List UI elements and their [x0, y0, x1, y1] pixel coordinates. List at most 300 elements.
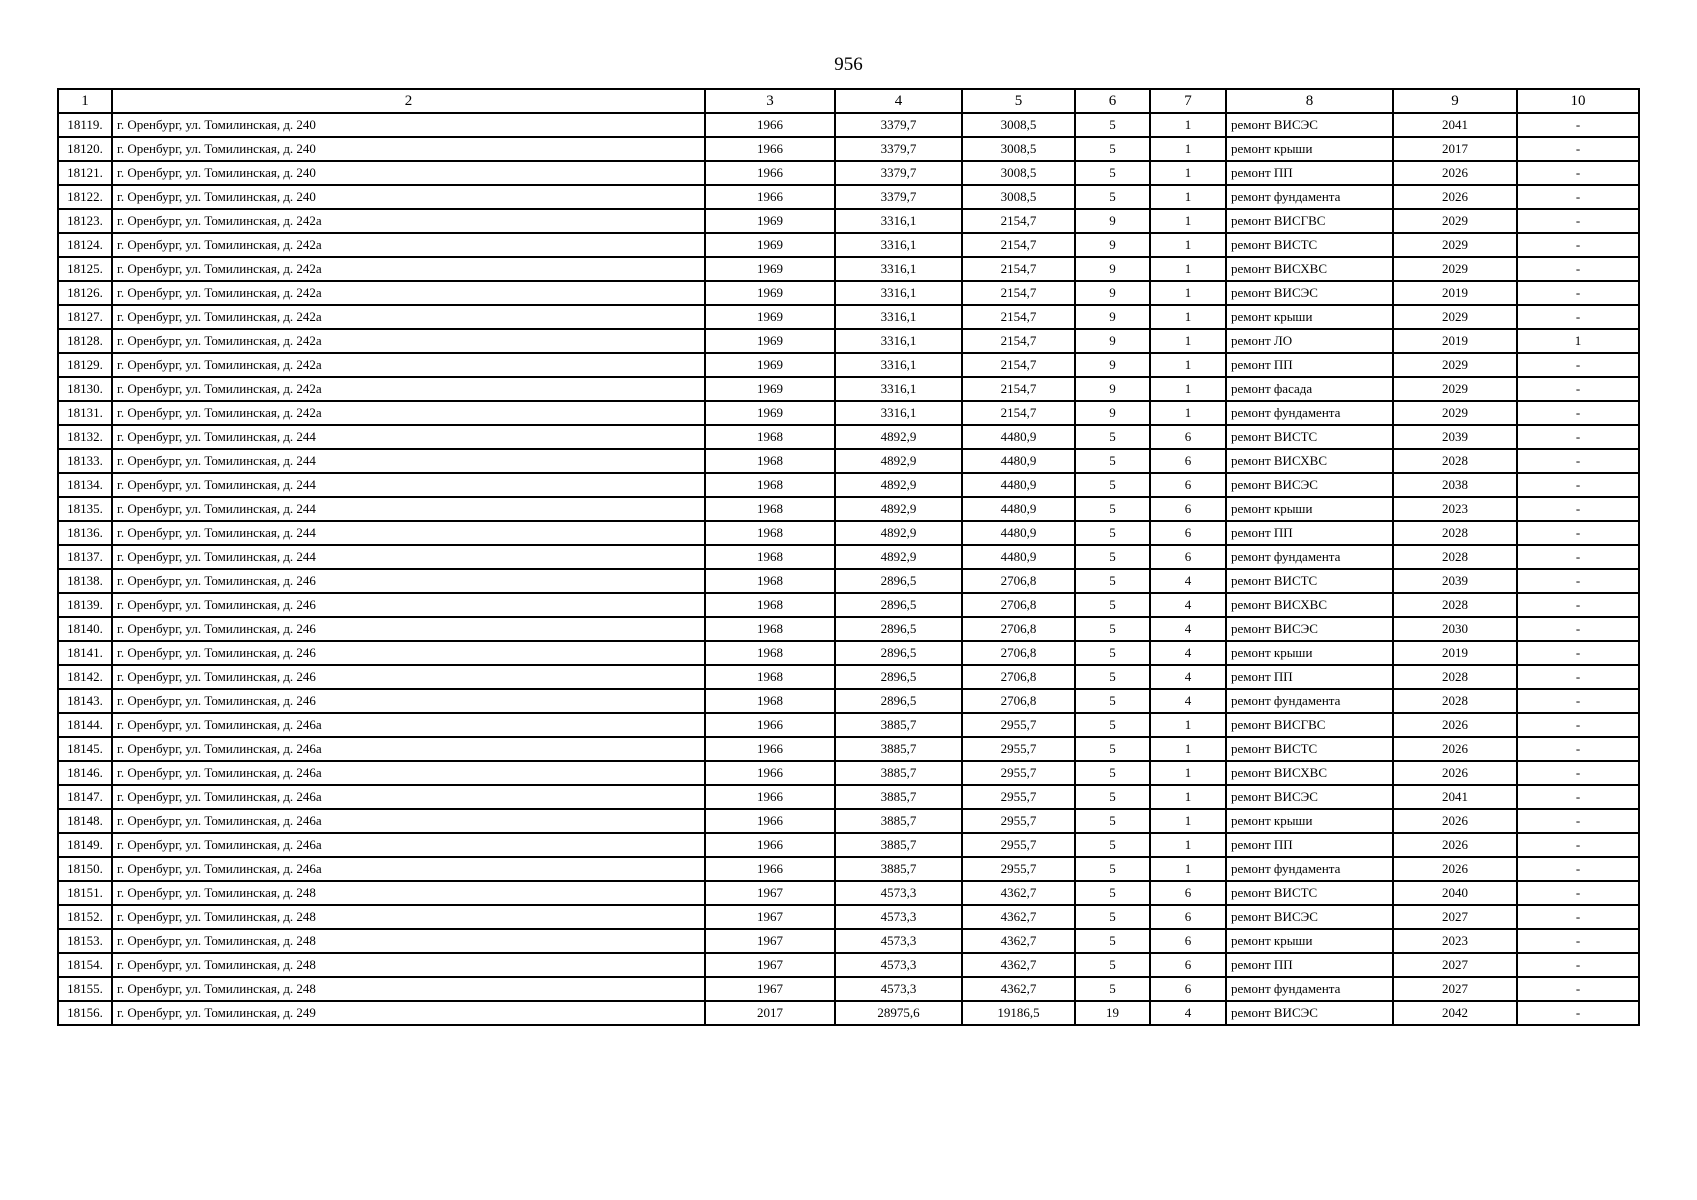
cell-planned-year: 2028 [1393, 665, 1517, 689]
cell-planned-year: 2026 [1393, 857, 1517, 881]
cell-extra-mark: - [1517, 977, 1639, 1001]
cell-planned-year: 2041 [1393, 785, 1517, 809]
cell-row-number: 18137. [58, 545, 112, 569]
cell-entrances: 6 [1150, 905, 1226, 929]
cell-extra-mark: - [1517, 785, 1639, 809]
table-row [58, 329, 1639, 353]
cell-address: г. Оренбург, ул. Томилинская, д. 240 [112, 137, 705, 161]
cell-total-area: 4892,9 [835, 449, 962, 473]
cell-planned-year: 2029 [1393, 257, 1517, 281]
cell-row-number: 18138. [58, 569, 112, 593]
cell-work-type: ремонт ВИСЭС [1226, 905, 1393, 929]
table-row [58, 113, 1639, 137]
cell-row-number: 18143. [58, 689, 112, 713]
cell-planned-year: 2029 [1393, 209, 1517, 233]
cell-extra-mark: - [1517, 905, 1639, 929]
cell-planned-year: 2028 [1393, 593, 1517, 617]
cell-year-built: 1966 [705, 785, 835, 809]
cell-floors: 9 [1075, 353, 1150, 377]
cell-extra-mark: - [1517, 161, 1639, 185]
cell-address: г. Оренбург, ул. Томилинская, д. 248 [112, 905, 705, 929]
cell-year-built: 1966 [705, 833, 835, 857]
cell-extra-mark: 1 [1517, 329, 1639, 353]
cell-year-built: 1966 [705, 761, 835, 785]
table-row [58, 257, 1639, 281]
cell-extra-mark: - [1517, 857, 1639, 881]
cell-extra-mark: - [1517, 473, 1639, 497]
cell-entrances: 1 [1150, 713, 1226, 737]
cell-row-number: 18155. [58, 977, 112, 1001]
table-row [58, 593, 1639, 617]
cell-year-built: 1966 [705, 113, 835, 137]
cell-row-number: 18132. [58, 425, 112, 449]
cell-entrances: 6 [1150, 977, 1226, 1001]
column-header: 7 [1150, 89, 1226, 113]
cell-entrances: 4 [1150, 641, 1226, 665]
cell-address: г. Оренбург, ул. Томилинская, д. 242а [112, 233, 705, 257]
cell-work-type: ремонт фундамента [1226, 401, 1393, 425]
cell-floors: 5 [1075, 545, 1150, 569]
cell-row-number: 18129. [58, 353, 112, 377]
cell-extra-mark: - [1517, 953, 1639, 977]
cell-planned-year: 2026 [1393, 833, 1517, 857]
column-header: 10 [1517, 89, 1639, 113]
cell-work-type: ремонт фундамента [1226, 689, 1393, 713]
cell-extra-mark: - [1517, 233, 1639, 257]
cell-address: г. Оренбург, ул. Томилинская, д. 246а [112, 785, 705, 809]
cell-address: г. Оренбург, ул. Томилинская, д. 248 [112, 977, 705, 1001]
cell-residential-area: 4480,9 [962, 473, 1075, 497]
cell-floors: 9 [1075, 233, 1150, 257]
cell-floors: 5 [1075, 833, 1150, 857]
cell-residential-area: 3008,5 [962, 113, 1075, 137]
cell-floors: 5 [1075, 593, 1150, 617]
cell-planned-year: 2030 [1393, 617, 1517, 641]
cell-residential-area: 2955,7 [962, 737, 1075, 761]
table-row [58, 977, 1639, 1001]
cell-work-type: ремонт крыши [1226, 809, 1393, 833]
cell-row-number: 18123. [58, 209, 112, 233]
cell-extra-mark: - [1517, 833, 1639, 857]
cell-residential-area: 2154,7 [962, 401, 1075, 425]
cell-extra-mark: - [1517, 737, 1639, 761]
cell-planned-year: 2039 [1393, 425, 1517, 449]
cell-planned-year: 2023 [1393, 929, 1517, 953]
cell-residential-area: 2706,8 [962, 617, 1075, 641]
cell-work-type: ремонт ВИСЭС [1226, 785, 1393, 809]
column-header: 3 [705, 89, 835, 113]
cell-year-built: 1969 [705, 281, 835, 305]
cell-address: г. Оренбург, ул. Томилинская, д. 249 [112, 1001, 705, 1025]
cell-year-built: 1967 [705, 905, 835, 929]
cell-total-area: 2896,5 [835, 593, 962, 617]
cell-residential-area: 2955,7 [962, 713, 1075, 737]
cell-floors: 5 [1075, 881, 1150, 905]
cell-floors: 5 [1075, 857, 1150, 881]
cell-total-area: 3316,1 [835, 281, 962, 305]
cell-residential-area: 4362,7 [962, 929, 1075, 953]
cell-residential-area: 3008,5 [962, 185, 1075, 209]
cell-address: г. Оренбург, ул. Томилинская, д. 246 [112, 641, 705, 665]
cell-floors: 5 [1075, 569, 1150, 593]
cell-extra-mark: - [1517, 353, 1639, 377]
cell-year-built: 1967 [705, 929, 835, 953]
cell-total-area: 3316,1 [835, 257, 962, 281]
cell-row-number: 18130. [58, 377, 112, 401]
cell-row-number: 18151. [58, 881, 112, 905]
cell-entrances: 1 [1150, 737, 1226, 761]
cell-year-built: 1968 [705, 425, 835, 449]
cell-address: г. Оренбург, ул. Томилинская, д. 244 [112, 473, 705, 497]
cell-year-built: 1968 [705, 545, 835, 569]
cell-year-built: 1968 [705, 521, 835, 545]
cell-planned-year: 2028 [1393, 689, 1517, 713]
cell-residential-area: 4362,7 [962, 905, 1075, 929]
cell-work-type: ремонт ПП [1226, 521, 1393, 545]
cell-extra-mark: - [1517, 617, 1639, 641]
cell-work-type: ремонт крыши [1226, 137, 1393, 161]
cell-entrances: 6 [1150, 929, 1226, 953]
cell-work-type: ремонт фасада [1226, 377, 1393, 401]
cell-year-built: 1969 [705, 305, 835, 329]
table-row [58, 569, 1639, 593]
cell-address: г. Оренбург, ул. Томилинская, д. 244 [112, 497, 705, 521]
cell-year-built: 1966 [705, 737, 835, 761]
cell-residential-area: 2154,7 [962, 209, 1075, 233]
cell-row-number: 18131. [58, 401, 112, 425]
cell-entrances: 1 [1150, 233, 1226, 257]
cell-work-type: ремонт ВИСТС [1226, 737, 1393, 761]
cell-row-number: 18120. [58, 137, 112, 161]
cell-total-area: 4573,3 [835, 905, 962, 929]
cell-residential-area: 2706,8 [962, 665, 1075, 689]
cell-entrances: 1 [1150, 809, 1226, 833]
cell-work-type: ремонт ВИСХВС [1226, 257, 1393, 281]
cell-work-type: ремонт ВИСЭС [1226, 473, 1393, 497]
cell-extra-mark: - [1517, 641, 1639, 665]
cell-floors: 5 [1075, 953, 1150, 977]
cell-address: г. Оренбург, ул. Томилинская, д. 246 [112, 617, 705, 641]
cell-planned-year: 2038 [1393, 473, 1517, 497]
cell-work-type: ремонт ВИСХВС [1226, 449, 1393, 473]
table-body [58, 113, 1639, 1025]
cell-residential-area: 4480,9 [962, 425, 1075, 449]
cell-residential-area: 2955,7 [962, 785, 1075, 809]
cell-address: г. Оренбург, ул. Томилинская, д. 242а [112, 377, 705, 401]
table-row [58, 449, 1639, 473]
cell-planned-year: 2029 [1393, 233, 1517, 257]
cell-address: г. Оренбург, ул. Томилинская, д. 246а [112, 713, 705, 737]
cell-entrances: 6 [1150, 953, 1226, 977]
cell-row-number: 18128. [58, 329, 112, 353]
table-row [58, 665, 1639, 689]
cell-total-area: 3316,1 [835, 353, 962, 377]
column-header: 9 [1393, 89, 1517, 113]
cell-address: г. Оренбург, ул. Томилинская, д. 246а [112, 737, 705, 761]
cell-total-area: 3316,1 [835, 305, 962, 329]
cell-residential-area: 3008,5 [962, 161, 1075, 185]
table-row [58, 209, 1639, 233]
cell-planned-year: 2019 [1393, 281, 1517, 305]
cell-address: г. Оренбург, ул. Томилинская, д. 244 [112, 449, 705, 473]
table-row [58, 137, 1639, 161]
cell-floors: 5 [1075, 425, 1150, 449]
cell-year-built: 1966 [705, 185, 835, 209]
cell-work-type: ремонт фундамента [1226, 185, 1393, 209]
cell-floors: 5 [1075, 497, 1150, 521]
cell-planned-year: 2042 [1393, 1001, 1517, 1025]
cell-entrances: 4 [1150, 665, 1226, 689]
cell-year-built: 1967 [705, 977, 835, 1001]
cell-extra-mark: - [1517, 689, 1639, 713]
cell-residential-area: 19186,5 [962, 1001, 1075, 1025]
cell-year-built: 1969 [705, 257, 835, 281]
cell-work-type: ремонт ВИСЭС [1226, 281, 1393, 305]
cell-year-built: 1968 [705, 569, 835, 593]
cell-extra-mark: - [1517, 185, 1639, 209]
cell-address: г. Оренбург, ул. Томилинская, д. 246а [112, 809, 705, 833]
cell-address: г. Оренбург, ул. Томилинская, д. 240 [112, 161, 705, 185]
cell-total-area: 4573,3 [835, 929, 962, 953]
cell-address: г. Оренбург, ул. Томилинская, д. 246 [112, 689, 705, 713]
cell-year-built: 1968 [705, 665, 835, 689]
cell-planned-year: 2026 [1393, 761, 1517, 785]
cell-address: г. Оренбург, ул. Томилинская, д. 248 [112, 953, 705, 977]
cell-planned-year: 2029 [1393, 305, 1517, 329]
cell-entrances: 1 [1150, 137, 1226, 161]
cell-residential-area: 2706,8 [962, 593, 1075, 617]
cell-row-number: 18141. [58, 641, 112, 665]
table-header [58, 89, 1639, 113]
cell-row-number: 18133. [58, 449, 112, 473]
cell-extra-mark: - [1517, 137, 1639, 161]
cell-year-built: 1969 [705, 233, 835, 257]
cell-address: г. Оренбург, ул. Томилинская, д. 244 [112, 425, 705, 449]
cell-residential-area: 2154,7 [962, 233, 1075, 257]
cell-extra-mark: - [1517, 761, 1639, 785]
cell-planned-year: 2019 [1393, 641, 1517, 665]
cell-work-type: ремонт ВИСТС [1226, 233, 1393, 257]
table-row [58, 809, 1639, 833]
cell-work-type: ремонт ВИСХВС [1226, 593, 1393, 617]
column-header: 8 [1226, 89, 1393, 113]
cell-entrances: 1 [1150, 329, 1226, 353]
cell-year-built: 1966 [705, 857, 835, 881]
cell-planned-year: 2029 [1393, 401, 1517, 425]
cell-row-number: 18153. [58, 929, 112, 953]
cell-floors: 9 [1075, 377, 1150, 401]
cell-entrances: 4 [1150, 569, 1226, 593]
cell-total-area: 4892,9 [835, 473, 962, 497]
cell-entrances: 1 [1150, 257, 1226, 281]
cell-floors: 9 [1075, 329, 1150, 353]
cell-total-area: 4892,9 [835, 545, 962, 569]
cell-floors: 5 [1075, 449, 1150, 473]
cell-planned-year: 2029 [1393, 353, 1517, 377]
cell-planned-year: 2026 [1393, 185, 1517, 209]
column-header: 1 [58, 89, 112, 113]
cell-work-type: ремонт ПП [1226, 833, 1393, 857]
cell-entrances: 6 [1150, 497, 1226, 521]
cell-total-area: 3316,1 [835, 377, 962, 401]
cell-row-number: 18152. [58, 905, 112, 929]
table-row [58, 497, 1639, 521]
cell-address: г. Оренбург, ул. Томилинская, д. 248 [112, 929, 705, 953]
cell-extra-mark: - [1517, 401, 1639, 425]
cell-floors: 5 [1075, 905, 1150, 929]
cell-work-type: ремонт крыши [1226, 929, 1393, 953]
cell-floors: 5 [1075, 473, 1150, 497]
cell-row-number: 18148. [58, 809, 112, 833]
table-row [58, 233, 1639, 257]
table-row [58, 737, 1639, 761]
cell-residential-area: 2154,7 [962, 305, 1075, 329]
cell-year-built: 1968 [705, 593, 835, 617]
cell-year-built: 1969 [705, 209, 835, 233]
cell-row-number: 18122. [58, 185, 112, 209]
cell-address: г. Оренбург, ул. Томилинская, д. 246 [112, 593, 705, 617]
cell-total-area: 4892,9 [835, 521, 962, 545]
cell-planned-year: 2026 [1393, 713, 1517, 737]
cell-floors: 5 [1075, 929, 1150, 953]
table-row [58, 521, 1639, 545]
cell-row-number: 18119. [58, 113, 112, 137]
cell-work-type: ремонт ВИСГВС [1226, 209, 1393, 233]
cell-year-built: 1966 [705, 713, 835, 737]
cell-floors: 5 [1075, 689, 1150, 713]
table-row [58, 377, 1639, 401]
cell-floors: 5 [1075, 809, 1150, 833]
cell-extra-mark: - [1517, 809, 1639, 833]
cell-extra-mark: - [1517, 497, 1639, 521]
table-row [58, 161, 1639, 185]
cell-address: г. Оренбург, ул. Томилинская, д. 242а [112, 281, 705, 305]
cell-extra-mark: - [1517, 545, 1639, 569]
cell-floors: 9 [1075, 257, 1150, 281]
cell-entrances: 1 [1150, 857, 1226, 881]
cell-total-area: 3885,7 [835, 809, 962, 833]
cell-row-number: 18156. [58, 1001, 112, 1025]
cell-extra-mark: - [1517, 713, 1639, 737]
cell-year-built: 1966 [705, 809, 835, 833]
cell-residential-area: 4362,7 [962, 953, 1075, 977]
cell-row-number: 18144. [58, 713, 112, 737]
cell-planned-year: 2029 [1393, 377, 1517, 401]
cell-year-built: 1968 [705, 617, 835, 641]
cell-entrances: 6 [1150, 881, 1226, 905]
cell-entrances: 1 [1150, 833, 1226, 857]
cell-address: г. Оренбург, ул. Томилинская, д. 246а [112, 857, 705, 881]
cell-address: г. Оренбург, ул. Томилинская, д. 244 [112, 521, 705, 545]
cell-year-built: 1968 [705, 473, 835, 497]
cell-total-area: 3316,1 [835, 329, 962, 353]
cell-row-number: 18127. [58, 305, 112, 329]
table-row [58, 305, 1639, 329]
cell-work-type: ремонт фундамента [1226, 545, 1393, 569]
cell-floors: 19 [1075, 1001, 1150, 1025]
cell-residential-area: 2955,7 [962, 833, 1075, 857]
cell-entrances: 1 [1150, 281, 1226, 305]
cell-entrances: 4 [1150, 689, 1226, 713]
cell-residential-area: 4480,9 [962, 521, 1075, 545]
cell-total-area: 3885,7 [835, 785, 962, 809]
cell-planned-year: 2023 [1393, 497, 1517, 521]
cell-total-area: 3379,7 [835, 113, 962, 137]
cell-row-number: 18124. [58, 233, 112, 257]
cell-row-number: 18140. [58, 617, 112, 641]
cell-planned-year: 2041 [1393, 113, 1517, 137]
cell-planned-year: 2040 [1393, 881, 1517, 905]
cell-work-type: ремонт ВИСЭС [1226, 113, 1393, 137]
cell-work-type: ремонт ВИСХВС [1226, 761, 1393, 785]
cell-floors: 5 [1075, 665, 1150, 689]
cell-address: г. Оренбург, ул. Томилинская, д. 242а [112, 305, 705, 329]
cell-floors: 5 [1075, 785, 1150, 809]
cell-work-type: ремонт крыши [1226, 497, 1393, 521]
cell-extra-mark: - [1517, 257, 1639, 281]
cell-year-built: 1969 [705, 329, 835, 353]
cell-total-area: 3885,7 [835, 713, 962, 737]
table-row [58, 281, 1639, 305]
cell-residential-area: 2955,7 [962, 761, 1075, 785]
cell-total-area: 3316,1 [835, 209, 962, 233]
table-row [58, 857, 1639, 881]
cell-row-number: 18136. [58, 521, 112, 545]
cell-total-area: 4892,9 [835, 425, 962, 449]
cell-extra-mark: - [1517, 449, 1639, 473]
table-row [58, 833, 1639, 857]
cell-residential-area: 4362,7 [962, 977, 1075, 1001]
cell-floors: 9 [1075, 209, 1150, 233]
cell-row-number: 18154. [58, 953, 112, 977]
cell-address: г. Оренбург, ул. Томилинская, д. 248 [112, 881, 705, 905]
cell-planned-year: 2039 [1393, 569, 1517, 593]
cell-row-number: 18145. [58, 737, 112, 761]
cell-work-type: ремонт ВИСТС [1226, 425, 1393, 449]
cell-planned-year: 2026 [1393, 809, 1517, 833]
cell-floors: 5 [1075, 737, 1150, 761]
table-row [58, 641, 1639, 665]
cell-floors: 9 [1075, 281, 1150, 305]
cell-residential-area: 2154,7 [962, 353, 1075, 377]
cell-work-type: ремонт крыши [1226, 305, 1393, 329]
table-row [58, 401, 1639, 425]
cell-residential-area: 4480,9 [962, 545, 1075, 569]
cell-extra-mark: - [1517, 929, 1639, 953]
cell-total-area: 3885,7 [835, 857, 962, 881]
cell-year-built: 2017 [705, 1001, 835, 1025]
cell-residential-area: 4362,7 [962, 881, 1075, 905]
cell-entrances: 1 [1150, 761, 1226, 785]
cell-total-area: 3379,7 [835, 185, 962, 209]
cell-total-area: 3379,7 [835, 137, 962, 161]
cell-address: г. Оренбург, ул. Томилинская, д. 242а [112, 353, 705, 377]
cell-residential-area: 2154,7 [962, 377, 1075, 401]
cell-planned-year: 2027 [1393, 905, 1517, 929]
cell-year-built: 1967 [705, 953, 835, 977]
header-row [58, 89, 1639, 113]
cell-address: г. Оренбург, ул. Томилинская, д. 240 [112, 185, 705, 209]
cell-total-area: 4573,3 [835, 977, 962, 1001]
table-row [58, 617, 1639, 641]
cell-row-number: 18142. [58, 665, 112, 689]
cell-planned-year: 2028 [1393, 545, 1517, 569]
cell-floors: 5 [1075, 977, 1150, 1001]
cell-work-type: ремонт фундамента [1226, 977, 1393, 1001]
cell-total-area: 2896,5 [835, 617, 962, 641]
table-row [58, 713, 1639, 737]
cell-row-number: 18126. [58, 281, 112, 305]
